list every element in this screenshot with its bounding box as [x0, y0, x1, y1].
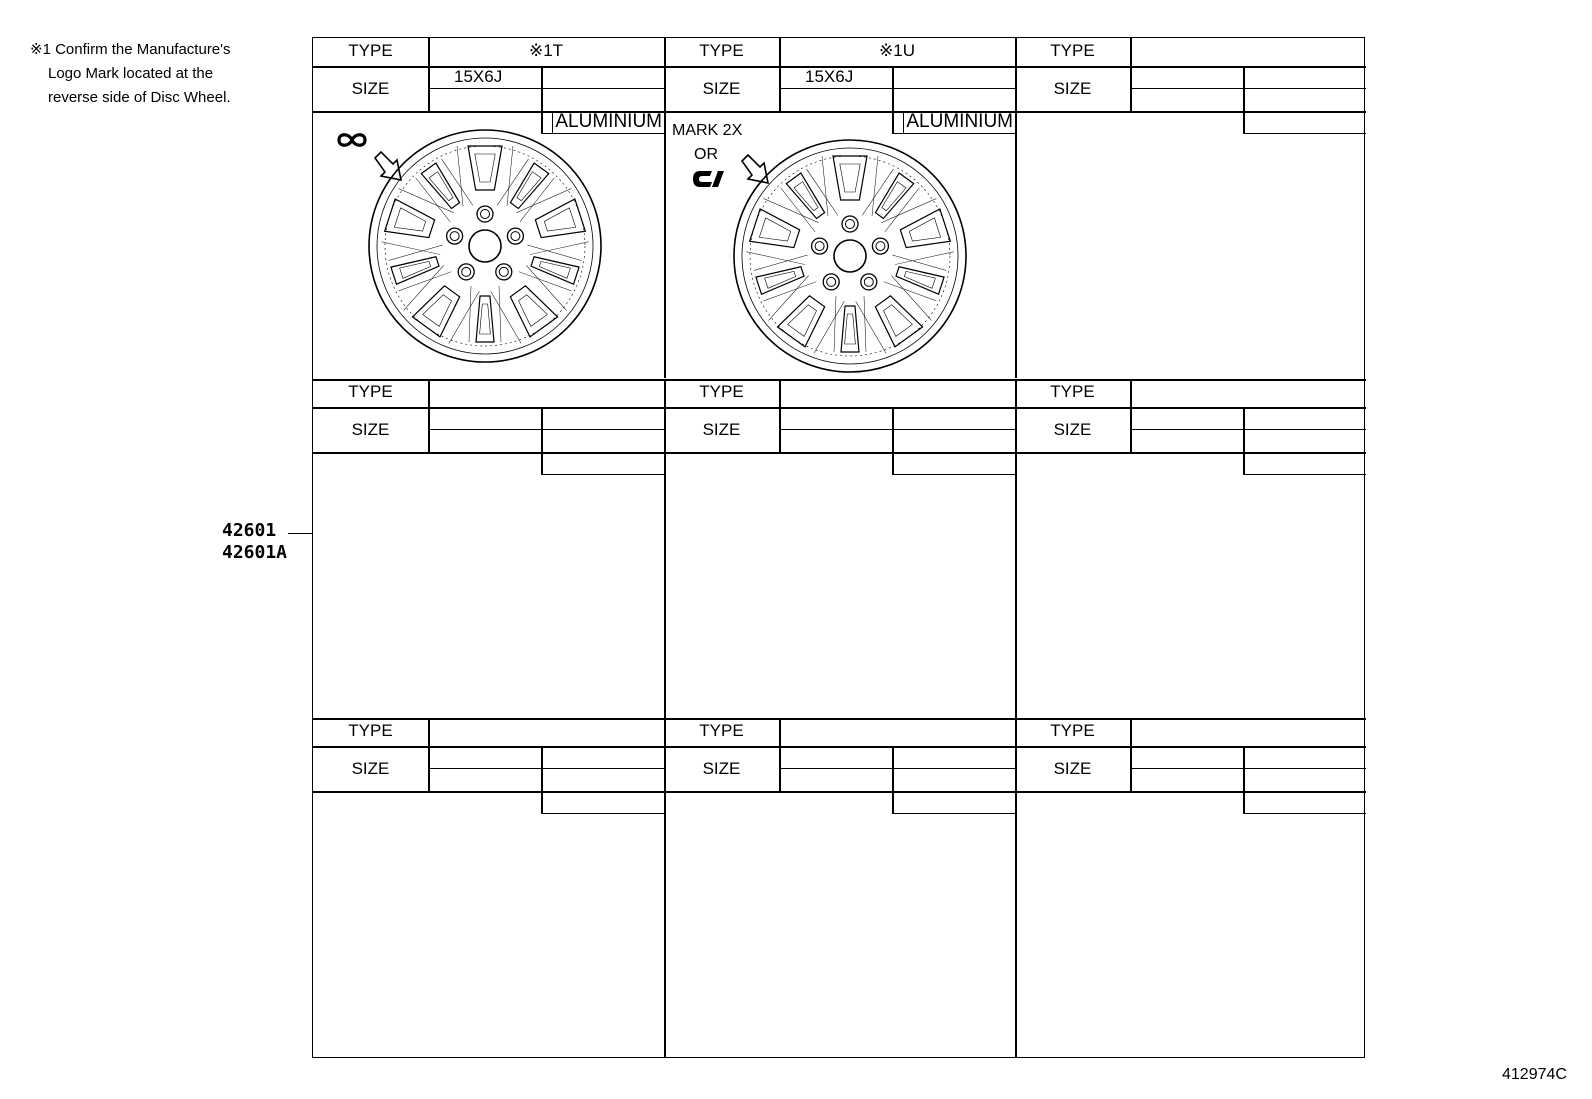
- size-label: SIZE: [702, 79, 741, 98]
- col-divider: [541, 791, 543, 813]
- wheel-cell-1: [313, 38, 664, 378]
- size-label: SIZE: [702, 759, 741, 778]
- col-divider: [1243, 791, 1245, 813]
- footnote-line-3: reverse side of Disc Wheel.: [48, 89, 231, 106]
- material-label: ALUMINIUM: [903, 111, 1015, 134]
- column-border: [664, 38, 666, 378]
- material-box-bottom: [1243, 813, 1366, 814]
- col-divider: [1243, 111, 1245, 133]
- size-value: 15X6J: [454, 67, 503, 86]
- size-sub-divider: [779, 88, 1015, 89]
- material-box-bottom: [892, 474, 1015, 475]
- col-divider: [428, 379, 430, 452]
- type-value: ※1T: [528, 41, 564, 60]
- part-number-1[interactable]: 42601: [222, 520, 277, 541]
- material-box-bottom: [1243, 474, 1366, 475]
- row-divider: [1015, 111, 1366, 113]
- wheel-cell-7: [313, 718, 664, 1057]
- row-border: [1015, 379, 1366, 381]
- wheel-spec-grid: [312, 37, 1365, 1058]
- row-divider: [1015, 66, 1366, 68]
- material-box-bottom: [1243, 133, 1366, 134]
- type-label: TYPE: [699, 41, 744, 60]
- figure-id: 412974C: [1502, 1066, 1567, 1083]
- wheel-cell-8: [664, 718, 1015, 1057]
- type-label: TYPE: [348, 41, 393, 60]
- material-box-bottom: [541, 474, 664, 475]
- part-number-2[interactable]: 42601A: [222, 542, 288, 563]
- size-label: SIZE: [351, 420, 390, 439]
- size-sub-divider: [1130, 429, 1366, 430]
- col-divider: [779, 718, 781, 791]
- row-border: [664, 379, 1015, 381]
- wheel-cell-5: [664, 379, 1015, 719]
- row-divider: [313, 791, 664, 793]
- wheel-cell-2: [664, 38, 1015, 378]
- col-divider: [892, 452, 894, 474]
- size-sub-divider: [779, 429, 1015, 430]
- manufacturer-logo-icon: [335, 130, 369, 155]
- size-label: SIZE: [351, 759, 390, 778]
- column-border: [1015, 38, 1017, 378]
- size-sub-divider: [1130, 768, 1366, 769]
- wheel-cell-9: [1015, 718, 1366, 1057]
- type-label: TYPE: [348, 382, 393, 401]
- wheel-cell-4: [313, 379, 664, 719]
- part-number-callout: [222, 520, 287, 564]
- type-label: TYPE: [699, 382, 744, 401]
- disc-wheel-illustration: [730, 136, 970, 376]
- row-divider: [1015, 452, 1366, 454]
- column-border: [664, 718, 666, 1057]
- col-divider: [1130, 379, 1132, 452]
- disc-wheel-illustration: [365, 126, 605, 366]
- size-label: SIZE: [1053, 420, 1092, 439]
- type-value: ※1U: [879, 41, 915, 60]
- col-divider: [1243, 452, 1245, 474]
- size-label: SIZE: [702, 420, 741, 439]
- row-divider: [664, 452, 1015, 454]
- row-divider: [313, 407, 664, 409]
- row-divider: [1015, 407, 1366, 409]
- row-border: [664, 718, 1015, 720]
- row-divider: [664, 746, 1015, 748]
- type-label: TYPE: [699, 721, 744, 740]
- col-divider: [892, 791, 894, 813]
- row-divider: [313, 452, 664, 454]
- size-label: SIZE: [351, 79, 390, 98]
- row-divider: [664, 791, 1015, 793]
- type-label: TYPE: [348, 721, 393, 740]
- mark-label: MARK 2X: [672, 122, 743, 139]
- col-divider: [541, 452, 543, 474]
- column-border: [1015, 718, 1017, 1057]
- size-sub-divider: [428, 429, 664, 430]
- col-divider: [1130, 718, 1132, 791]
- size-sub-divider: [428, 88, 664, 89]
- size-sub-divider: [779, 768, 1015, 769]
- column-border: [664, 379, 666, 719]
- row-border: [1015, 718, 1366, 720]
- row-divider: [313, 746, 664, 748]
- type-label: TYPE: [1050, 41, 1095, 60]
- wheel-cell-6: [1015, 379, 1366, 719]
- size-label: SIZE: [1053, 79, 1092, 98]
- row-divider: [664, 407, 1015, 409]
- col-divider: [892, 111, 894, 133]
- ci-logo-icon: [690, 167, 734, 196]
- material-box-bottom: [892, 813, 1015, 814]
- type-label: TYPE: [1050, 721, 1095, 740]
- row-divider: [1015, 746, 1366, 748]
- column-border: [1015, 379, 1017, 719]
- material-label: ALUMINIUM: [552, 111, 664, 134]
- col-divider: [779, 379, 781, 452]
- row-border: [313, 718, 664, 720]
- material-box-bottom: [541, 813, 664, 814]
- type-label: TYPE: [1050, 382, 1095, 401]
- mark-or-label: OR: [694, 146, 718, 163]
- size-sub-divider: [428, 768, 664, 769]
- col-divider: [1130, 38, 1132, 111]
- size-label: SIZE: [1053, 759, 1092, 778]
- footnote-line-2: Logo Mark located at the: [48, 65, 214, 82]
- size-value: 15X6J: [805, 67, 854, 86]
- row-border: [313, 379, 664, 381]
- wheel-cell-3: [1015, 38, 1366, 378]
- row-divider: [1015, 791, 1366, 793]
- col-divider: [428, 718, 430, 791]
- footnote: [30, 38, 231, 110]
- size-sub-divider: [1130, 88, 1366, 89]
- footnote-line-1: ※1 Confirm the Manufacture's: [30, 41, 231, 58]
- callout-leader-line: [288, 533, 312, 534]
